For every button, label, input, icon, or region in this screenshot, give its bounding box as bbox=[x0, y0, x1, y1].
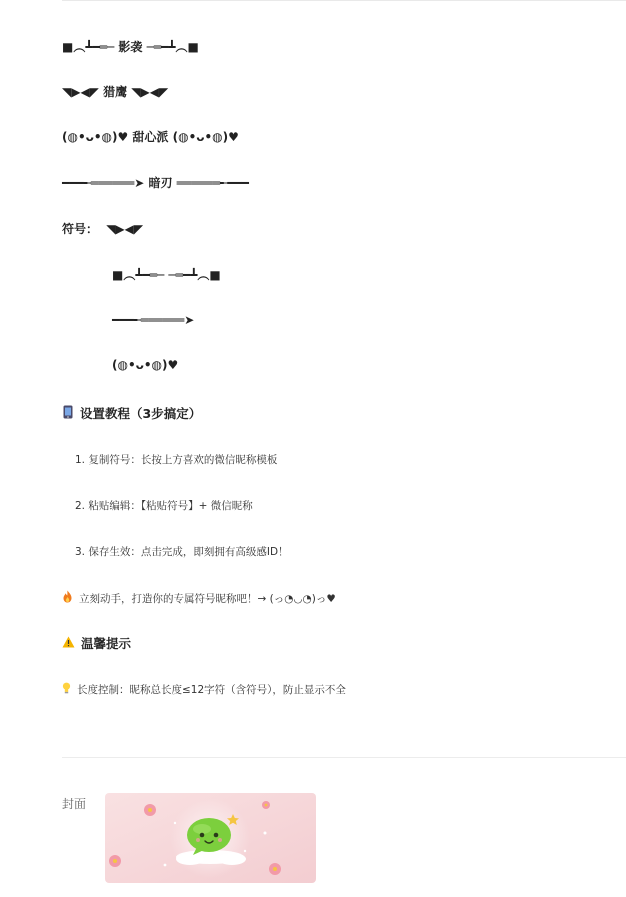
tutorial-step: 3. 保存生效：点击完成，即刻拥有高级感ID！ bbox=[75, 546, 289, 558]
symbols-label: 符号： bbox=[62, 222, 99, 236]
phone-icon bbox=[62, 405, 74, 422]
symbols-row bbox=[62, 220, 143, 237]
symbol-item[interactable]: ■︵┻━═─ ─═━┻︵■ bbox=[112, 268, 221, 282]
tip-item bbox=[62, 682, 346, 697]
tutorial-step: 2. 粘贴编辑：【粘贴符号】+ 微信昵称 bbox=[75, 500, 253, 512]
nickname-template-dark-blade[interactable]: ━━━╾══════➤ 暗刃 ══════╾━━━ bbox=[62, 176, 249, 190]
nickname-template-sweetheart[interactable]: (◍•ᴗ•◍)♥ 甜心派 (◍•ᴗ•◍)♥ bbox=[62, 130, 239, 144]
warning-icon bbox=[62, 636, 75, 651]
tutorial-heading bbox=[62, 404, 201, 422]
tips-heading bbox=[62, 634, 131, 652]
symbol-item[interactable]: ◥▶◀◤ bbox=[106, 222, 144, 236]
cta-text: 立刻动手，打造你的专属符号昵称吧！→ (っ◔◡◔)っ♥ bbox=[79, 592, 336, 605]
section-divider bbox=[62, 757, 626, 758]
cover-label: 封面 bbox=[62, 797, 87, 811]
call-to-action bbox=[62, 590, 336, 606]
tutorial-step: 1. 复制符号：长按上方喜欢的微信昵称模板 bbox=[75, 454, 278, 466]
nickname-template-shadow[interactable]: ■︵┻━═─ 影袭 ─═━┻︵■ bbox=[62, 40, 199, 54]
fire-icon bbox=[62, 590, 73, 606]
tutorial-title: 设置教程（3步搞定） bbox=[80, 406, 202, 421]
tips-title: 温馨提示 bbox=[81, 636, 132, 651]
tip-text: 长度控制：昵称总长度≤12字符（含符号），防止显示不全 bbox=[77, 684, 346, 696]
cover-image[interactable] bbox=[105, 793, 316, 883]
symbol-item[interactable]: ━━━╾══════➤ bbox=[112, 313, 195, 327]
symbol-item[interactable]: (◍•ᴗ•◍)♥ bbox=[112, 358, 179, 372]
top-divider bbox=[62, 0, 626, 1]
nickname-template-falcon[interactable]: ◥▶◀◤ 猎鹰 ◥▶◀◤ bbox=[62, 85, 169, 99]
lightbulb-icon bbox=[62, 682, 71, 697]
